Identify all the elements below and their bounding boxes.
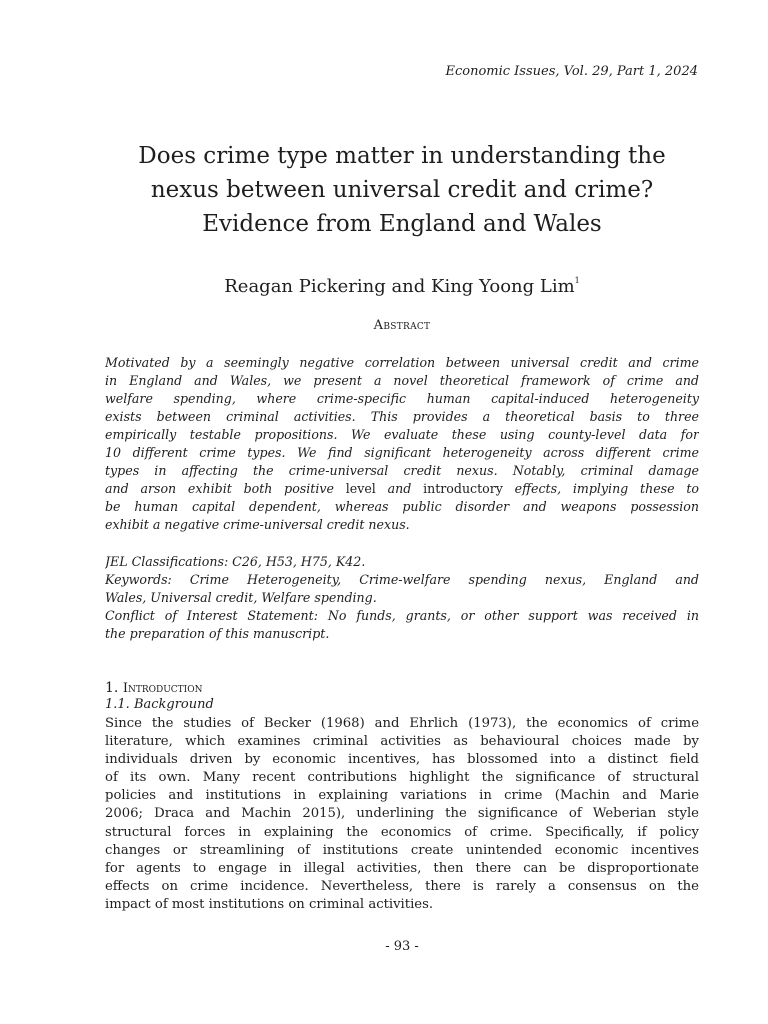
- body-line: of its own. Many recent contributions highlight the significance of structural: [105, 770, 699, 786]
- subsection-heading: 1.1. Background: [105, 697, 214, 712]
- abstract-text: [105, 354, 699, 534]
- abstract-line: welfare spending, where crime-specific human capital-induced heterogeneity: [105, 391, 699, 406]
- abstract-line: Motivated by a seemingly negative correlation between universal credit and crime: [105, 355, 699, 370]
- page-number: - 93 -: [385, 939, 419, 954]
- section-number: 1.: [105, 680, 119, 696]
- body-line: for agents to engage in illegal activities, then there can be disproportionate: [105, 860, 699, 876]
- abstract-upright-word: introductory: [423, 481, 503, 496]
- journal-reference: Economic Issues, Vol. 29, Part 1, 2024: [445, 64, 698, 79]
- abstract-upright-word: level: [345, 481, 376, 496]
- body-line: policies and institutions in explaining variations in crime (Machin and Marie: [105, 788, 699, 804]
- body-line: impact of most institutions on criminal activities.: [105, 896, 434, 912]
- author-list: [105, 276, 699, 297]
- conflict-statement-line: the preparation of this manuscript.: [105, 626, 330, 641]
- abstract-fragment: and arson exhibit both positive: [105, 481, 346, 496]
- paper-metadata: [105, 553, 699, 643]
- abstract-line: in England and Wales, we present a novel theoretical framework of crime and: [105, 373, 699, 388]
- title-line: nexus between universal credit and crime?: [150, 177, 654, 203]
- abstract-heading: Abstract: [373, 318, 431, 333]
- paper-title: [105, 139, 699, 241]
- abstract-fragment: and: [375, 481, 424, 496]
- title-line: Evidence from England and Wales: [202, 211, 602, 237]
- author-names: Reagan Pickering and King Yoong Lim: [224, 276, 575, 297]
- abstract-line: empirically testable propositions. We evaluate these using county-level data for: [105, 427, 699, 442]
- abstract-line: exists between criminal activities. This provides a theoretical basis to three: [105, 409, 699, 424]
- body-line: individuals driven by economic incentives, has blossomed into a distinct field: [105, 752, 699, 768]
- author-footnote-marker: 1: [574, 276, 580, 285]
- section-heading: [105, 680, 202, 696]
- section-title: Introduction: [122, 681, 203, 696]
- body-line: structural forces in explaining the economics of crime. Specifically, if policy: [105, 824, 699, 840]
- abstract-line: be human capital dependent, whereas public disorder and weapons possession: [105, 499, 699, 514]
- body-line: 2006; Draca and Machin 2015), underlining the significance of Weberian style: [105, 806, 699, 822]
- keywords-line: Keywords: Crime Heterogeneity, Crime-welfare spending nexus, England and: [105, 572, 699, 587]
- body-line: Since the studies of Becker (1968) and Ehrlich (1973), the economics of crime: [105, 716, 699, 731]
- body-line: changes or streamlining of institutions create unintended economic incentives: [105, 842, 699, 858]
- keywords-line: Wales, Universal credit, Welfare spending.: [105, 590, 377, 605]
- body-paragraph: [105, 715, 699, 914]
- abstract-line-mixed: [105, 480, 699, 498]
- conflict-statement-line: Conflict of Interest Statement: No funds, grants, or other support was received in: [105, 608, 699, 623]
- body-line: literature, which examines criminal activities as behavioural choices made by: [105, 734, 699, 750]
- jel-classifications: JEL Classifications: C26, H53, H75, K42.: [105, 554, 366, 569]
- body-line: effects on crime incidence. Nevertheless, there is rarely a consensus on the: [105, 878, 699, 894]
- abstract-line: types in affecting the crime-universal credit nexus. Notably, criminal damage: [105, 463, 699, 478]
- abstract-line: exhibit a negative crime-universal credit nexus.: [105, 517, 410, 532]
- title-line: Does crime type matter in understanding the: [138, 143, 666, 169]
- abstract-line: 10 different crime types. We find significant heterogeneity across different crime: [105, 445, 699, 460]
- abstract-fragment: effects, implying these to: [502, 481, 699, 496]
